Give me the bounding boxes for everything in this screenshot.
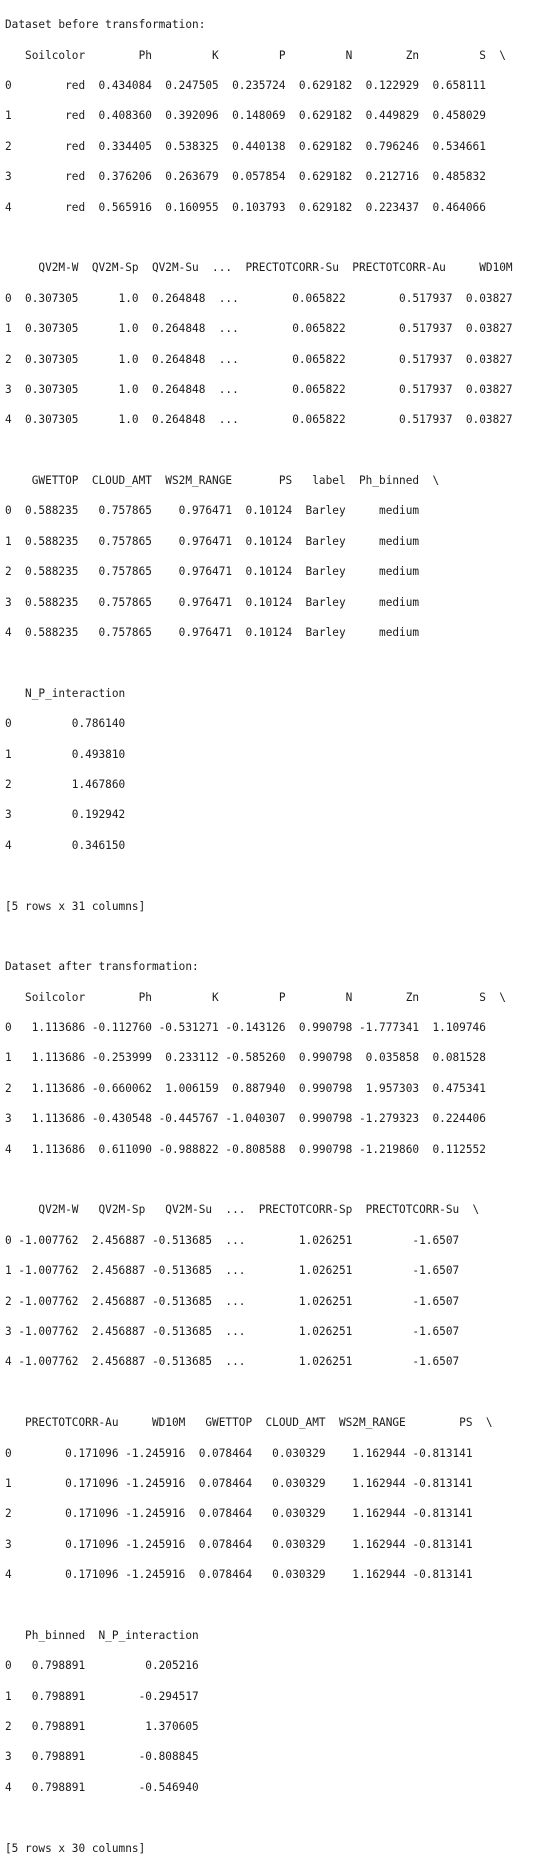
table-row: 4 0.171096 -1.245916 0.078464 0.030329 1.162944 -0.813141 [5, 1568, 473, 1582]
blank-line [5, 1810, 551, 1825]
table-row: 4 0.307305 1.0 0.264848 ... 0.065822 0.517937 0.03827 [5, 413, 513, 427]
table-row: 3 0.588235 0.757865 0.976471 0.10124 Barley medium [5, 595, 420, 609]
table-row: 4 -1.007762 2.456887 -0.513685 ... 1.026251 -1.6507 [5, 1355, 460, 1369]
table-row: 1 -1.007762 2.456887 -0.513685 ... 1.026251 -1.6507 [5, 1264, 460, 1278]
table-row: 1 0.588235 0.757865 0.976471 0.10124 Barley medium [5, 534, 420, 548]
blank-line [5, 655, 551, 670]
table-header: QV2M-W QV2M-Sp QV2M-Su ... PRECTOTCORR-Sp PRECTOTCORR-Su \ [5, 1203, 480, 1217]
table-row: 3 0.171096 -1.245916 0.078464 0.030329 1.162944 -0.813141 [5, 1537, 473, 1551]
table-row: 4 1.113686 0.611090 -0.988822 -0.808588 0.990798 -1.219860 0.112552 [5, 1142, 486, 1156]
table-row: 0 0.588235 0.757865 0.976471 0.10124 Barley medium [5, 504, 420, 518]
blank-line [5, 230, 551, 245]
table-row: 1 1.113686 -0.253999 0.233112 -0.585260 0.990798 0.035858 0.081528 [5, 1051, 486, 1065]
table-row: 0 0.786140 [5, 717, 126, 731]
table-row: 2 0.307305 1.0 0.264848 ... 0.065822 0.517937 0.03827 [5, 352, 513, 366]
table-row: 1 0.307305 1.0 0.264848 ... 0.065822 0.517937 0.03827 [5, 322, 513, 336]
summary-line: [5 rows x 30 columns] [5, 1841, 146, 1855]
table-row: 1 0.798891 -0.294517 [5, 1689, 199, 1703]
table-header: Soilcolor Ph K P N Zn S \ [5, 990, 506, 1004]
table-row: 1 0.171096 -1.245916 0.078464 0.030329 1.162944 -0.813141 [5, 1476, 473, 1490]
table-row: 3 1.113686 -0.430548 -0.445767 -1.040307 0.990798 -1.279323 0.224406 [5, 1112, 486, 1126]
table-row: 4 0.346150 [5, 838, 126, 852]
table-row: 2 1.467860 [5, 777, 126, 791]
table-row: 3 0.307305 1.0 0.264848 ... 0.065822 0.517937 0.03827 [5, 382, 513, 396]
table-row: 2 0.798891 1.370605 [5, 1720, 199, 1734]
table-row: 4 0.798891 -0.546940 [5, 1780, 199, 1794]
table-row: 1 red 0.408360 0.392096 0.148069 0.629182 0.449829 0.458029 [5, 109, 486, 123]
table-row: 0 1.113686 -0.112760 -0.531271 -0.143126 0.990798 -1.777341 1.109746 [5, 1021, 486, 1035]
table-row: 2 1.113686 -0.660062 1.006159 0.887940 0.990798 1.957303 0.475341 [5, 1081, 486, 1095]
blank-line [5, 1172, 551, 1187]
table-row: 3 0.798891 -0.808845 [5, 1750, 199, 1764]
table-header: GWETTOP CLOUD_AMT WS2M_RANGE PS label Ph_binned \ [5, 474, 440, 488]
blank-line [5, 1598, 551, 1613]
table-row: 2 0.588235 0.757865 0.976471 0.10124 Barley medium [5, 565, 420, 579]
table-row: 0 red 0.434084 0.247505 0.235724 0.629182 0.122929 0.658111 [5, 78, 486, 92]
table-header: PRECTOTCORR-Au WD10M GWETTOP CLOUD_AMT WS2M_RANGE PS \ [5, 1416, 493, 1430]
table-row: 3 0.192942 [5, 808, 126, 822]
table-row: 0 0.307305 1.0 0.264848 ... 0.065822 0.517937 0.03827 [5, 291, 513, 305]
before-title: Dataset before transformation: [5, 18, 206, 32]
blank-line [5, 443, 551, 458]
table-row: 1 0.493810 [5, 747, 126, 761]
table-header: N_P_interaction [5, 686, 126, 700]
table-row: 2 red 0.334405 0.538325 0.440138 0.629182 0.796246 0.534661 [5, 139, 486, 153]
table-header: Ph_binned N_P_interaction [5, 1628, 199, 1642]
table-row: 2 -1.007762 2.456887 -0.513685 ... 1.026251 -1.6507 [5, 1294, 460, 1308]
table-row: 0 0.798891 0.205216 [5, 1659, 199, 1673]
table-row: 0 -1.007762 2.456887 -0.513685 ... 1.026251 -1.6507 [5, 1233, 460, 1247]
table-row: 0 0.171096 -1.245916 0.078464 0.030329 1.162944 -0.813141 [5, 1446, 473, 1460]
table-row: 4 red 0.565916 0.160955 0.103793 0.629182 0.223437 0.464066 [5, 200, 486, 214]
table-header: Soilcolor Ph K P N Zn S \ [5, 48, 506, 62]
table-row: 2 0.171096 -1.245916 0.078464 0.030329 1.162944 -0.813141 [5, 1507, 473, 1521]
blank-line [5, 868, 551, 883]
summary-line: [5 rows x 31 columns] [5, 899, 146, 913]
after-title: Dataset after transformation: [5, 960, 199, 974]
blank-line [5, 1385, 551, 1400]
table-header: QV2M-W QV2M-Sp QV2M-Su ... PRECTOTCORR-Su PRECTOTCORR-Au WD10M [5, 261, 513, 275]
table-row: 4 0.588235 0.757865 0.976471 0.10124 Barley medium [5, 626, 420, 640]
blank-line [5, 929, 551, 944]
table-row: 3 red 0.376206 0.263679 0.057854 0.629182 0.212716 0.485832 [5, 170, 486, 184]
table-row: 3 -1.007762 2.456887 -0.513685 ... 1.026251 -1.6507 [5, 1325, 460, 1338]
